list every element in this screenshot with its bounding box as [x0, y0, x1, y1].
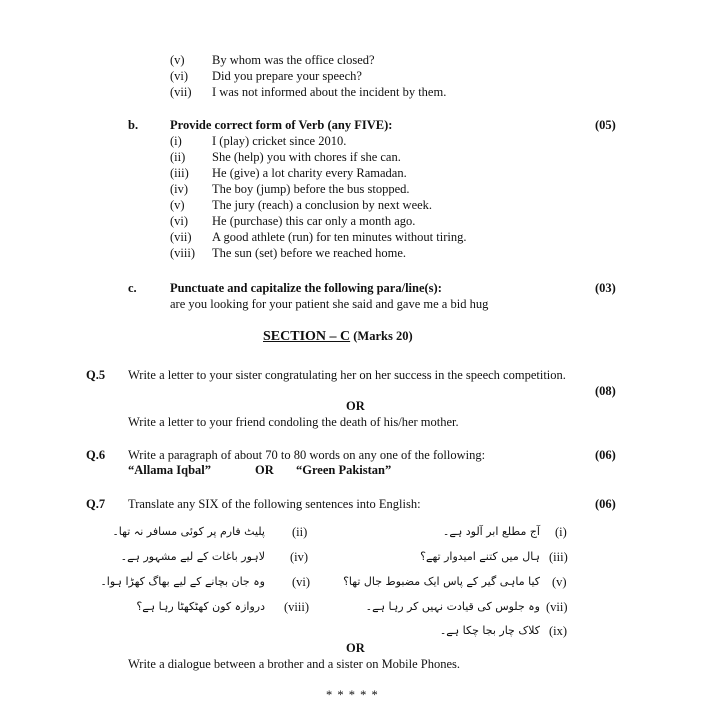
item-number: (viii) — [170, 246, 195, 260]
item-number: (ii) — [292, 525, 308, 539]
urdu-sentence: آج مطلع ابر آلود ہے۔ — [442, 525, 540, 538]
q5-or: OR — [346, 399, 365, 413]
item-number: (iii) — [170, 166, 189, 180]
q5-text: Write a letter to your sister congratulating her on her success in the speech competition. — [128, 368, 566, 382]
part-b-marks: (05) — [595, 118, 616, 132]
q7-label: Q.7 — [86, 497, 106, 511]
section-title: SECTION – C — [263, 329, 351, 344]
item-number: (vi) — [170, 214, 189, 228]
item-number: (ii) — [170, 150, 186, 164]
item-number: (vi) — [292, 575, 311, 589]
q5-label: Q.5 — [86, 368, 106, 382]
q5-alt: Write a letter to your friend condoling the death of his/her mother. — [128, 415, 459, 429]
q6-or: OR — [255, 463, 274, 477]
item-number: (ix) — [549, 624, 568, 638]
item-number: (vi) — [170, 69, 189, 83]
item-text: The jury (reach) a conclusion by next week. — [212, 198, 433, 212]
urdu-sentence: دروازہ کون کھٹکھٹا رہا ہے؟ — [136, 600, 265, 613]
part-c-text: are you looking for your patient she said and gave me a bid hug — [170, 297, 489, 311]
q6-label: Q.6 — [86, 448, 106, 462]
item-number: (iii) — [549, 550, 568, 564]
section-marks: (Marks 20) — [353, 329, 413, 343]
q7-alt: Write a dialogue between a brother and a sister on Mobile Phones. — [128, 657, 461, 671]
urdu-sentence: وہ جلوس کی قیادت نہیں کر رہا ہے۔ — [365, 600, 540, 613]
q6-topic-1: “Allama Iqbal” — [128, 463, 212, 477]
part-c-label: c. — [128, 281, 137, 295]
item-text: I (play) cricket since 2010. — [212, 134, 347, 148]
q5-marks: (08) — [595, 384, 616, 398]
part-c-marks: (03) — [595, 281, 616, 295]
item-number: (vii) — [170, 85, 192, 99]
item-number: (v) — [552, 575, 567, 589]
item-text: I was not informed about the incident by them. — [212, 85, 447, 99]
urdu-sentence: کلاک چار بجا چکا ہے۔ — [439, 624, 540, 637]
q6-marks: (06) — [595, 448, 616, 462]
urdu-sentence: ہال میں کتنے امیدوار تھے؟ — [420, 550, 540, 563]
q7-or: OR — [346, 641, 365, 655]
urdu-sentence: لاہور باغات کے لیے مشہور ہے۔ — [120, 550, 265, 563]
item-text: By whom was the office closed? — [212, 53, 375, 67]
item-text: Did you prepare your speech? — [212, 69, 362, 83]
end-mark: * * * * * — [326, 688, 379, 702]
item-number: (i) — [555, 525, 567, 539]
item-number: (v) — [170, 53, 185, 67]
item-text: A good athlete (run) for ten minutes without tiring. — [212, 230, 467, 244]
item-number: (vii) — [170, 230, 192, 244]
urdu-sentence: وہ جان بچانے کے لیے بھاگ کھڑا ہوا۔ — [100, 575, 265, 588]
part-c-heading: Punctuate and capitalize the following para/line(s): — [170, 281, 442, 295]
item-text: She (help) you with chores if she can. — [212, 150, 401, 164]
item-text: He (give) a lot charity every Ramadan. — [212, 166, 407, 180]
part-b-label: b. — [128, 118, 139, 132]
item-number: (viii) — [284, 600, 309, 614]
urdu-sentence: پلیٹ فارم پر کوئی مسافر نہ تھا۔ — [112, 525, 265, 538]
q7-marks: (06) — [595, 497, 616, 511]
item-text: The boy (jump) before the bus stopped. — [212, 182, 410, 196]
item-number: (iv) — [170, 182, 189, 196]
q6-topic-2: “Green Pakistan” — [296, 463, 392, 477]
urdu-sentence: کیا ماہی گیر کے پاس ایک مضبوط جال تھا؟ — [343, 575, 540, 588]
item-number: (vii) — [546, 600, 568, 614]
item-text: The sun (set) before we reached home. — [212, 246, 407, 260]
item-number: (iv) — [290, 550, 309, 564]
item-text: He (purchase) this car only a month ago. — [212, 214, 416, 228]
item-number: (v) — [170, 198, 185, 212]
part-b-heading: Provide correct form of Verb (any FIVE): — [170, 118, 393, 132]
section-heading — [263, 329, 413, 344]
item-number: (i) — [170, 134, 182, 148]
q6-text: Write a paragraph of about 70 to 80 words on any one of the following: — [128, 448, 486, 462]
q7-text: Translate any SIX of the following sentences into English: — [128, 497, 421, 511]
